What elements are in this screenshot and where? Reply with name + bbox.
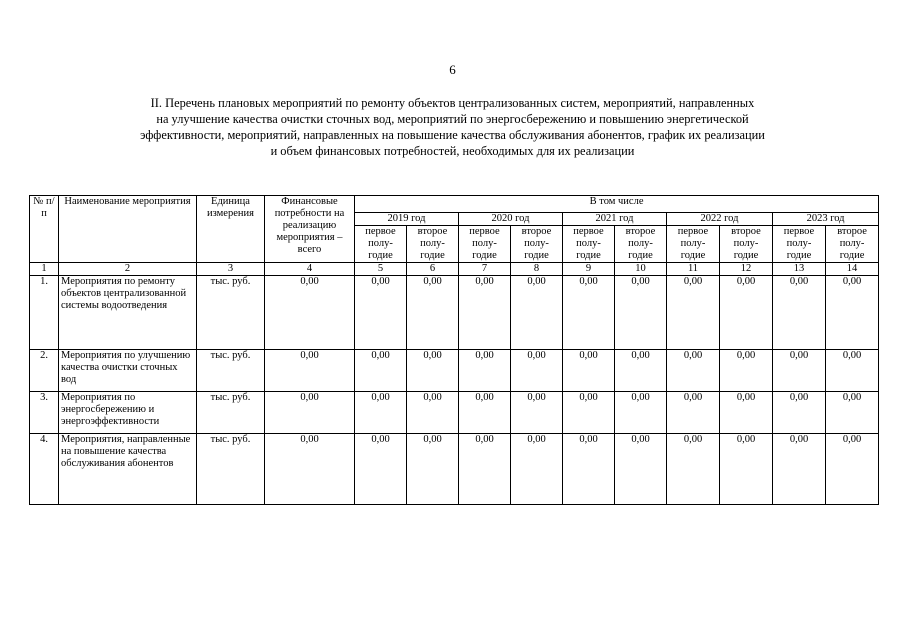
column-number: 2 <box>59 263 197 276</box>
value-cell: 0,00 <box>667 434 720 505</box>
header-unit: Единица измерения <box>197 196 265 263</box>
column-number-row <box>30 263 879 276</box>
total-cell: 0,00 <box>265 392 355 434</box>
value-cell: 0,00 <box>720 434 773 505</box>
value-cell: 0,00 <box>773 434 826 505</box>
value-cell: 0,00 <box>563 350 615 392</box>
header-second-half: второе полу-годие <box>720 226 773 263</box>
row-number: 1. <box>30 276 59 350</box>
table-row <box>30 350 879 392</box>
measure-name: Мероприятия по энергосбережению и энергоэффективности <box>59 392 197 434</box>
measure-name: Мероприятия по улучшению качества очистки сточных вод <box>59 350 197 392</box>
header-second-half: второе полу-годие <box>511 226 563 263</box>
value-cell: 0,00 <box>459 392 511 434</box>
column-number: 11 <box>667 263 720 276</box>
column-number: 6 <box>407 263 459 276</box>
column-number: 5 <box>355 263 407 276</box>
unit-cell: тыс. руб. <box>197 392 265 434</box>
value-cell: 0,00 <box>511 392 563 434</box>
value-cell: 0,00 <box>773 392 826 434</box>
table-row <box>30 276 879 350</box>
value-cell: 0,00 <box>826 392 879 434</box>
unit-cell: тыс. руб. <box>197 276 265 350</box>
column-number: 7 <box>459 263 511 276</box>
column-number: 3 <box>197 263 265 276</box>
column-number: 8 <box>511 263 563 276</box>
value-cell: 0,00 <box>615 392 667 434</box>
total-cell: 0,00 <box>265 276 355 350</box>
value-cell: 0,00 <box>407 392 459 434</box>
row-number: 4. <box>30 434 59 505</box>
value-cell: 0,00 <box>720 392 773 434</box>
header-year: 2023 год <box>773 213 879 226</box>
header-second-half: второе полу-годие <box>407 226 459 263</box>
row-number: 3. <box>30 392 59 434</box>
value-cell: 0,00 <box>773 350 826 392</box>
column-number: 1 <box>30 263 59 276</box>
header-second-half: второе полу-годие <box>826 226 879 263</box>
column-number: 10 <box>615 263 667 276</box>
heading-line: на улучшение качества очистки сточных вод, мероприятий по энергосбережению и повышению энергетической <box>156 112 749 126</box>
header-year: 2020 год <box>459 213 563 226</box>
value-cell: 0,00 <box>615 350 667 392</box>
value-cell: 0,00 <box>355 392 407 434</box>
value-cell: 0,00 <box>826 434 879 505</box>
header-year: 2022 год <box>667 213 773 226</box>
total-cell: 0,00 <box>265 434 355 505</box>
header-num: № п/п <box>30 196 59 263</box>
header-year: 2019 год <box>355 213 459 226</box>
page-number: 6 <box>449 62 456 77</box>
value-cell: 0,00 <box>355 434 407 505</box>
value-cell: 0,00 <box>720 350 773 392</box>
value-cell: 0,00 <box>459 276 511 350</box>
value-cell: 0,00 <box>720 276 773 350</box>
value-cell: 0,00 <box>563 392 615 434</box>
value-cell: 0,00 <box>511 276 563 350</box>
value-cell: 0,00 <box>563 434 615 505</box>
plan-table <box>29 195 879 505</box>
column-number: 12 <box>720 263 773 276</box>
header-second-half: второе полу-годие <box>615 226 667 263</box>
value-cell: 0,00 <box>563 276 615 350</box>
heading-line: II. Перечень плановых мероприятий по ремонту объектов централизованных систем, мероприятий, направленных <box>150 96 755 110</box>
header-first-half: первое полу-годие <box>355 226 407 263</box>
column-number: 4 <box>265 263 355 276</box>
total-cell: 0,00 <box>265 350 355 392</box>
column-number: 13 <box>773 263 826 276</box>
measure-name: Мероприятия по ремонту объектов централизованной системы водоотведения <box>59 276 197 350</box>
value-cell: 0,00 <box>459 434 511 505</box>
header-finance: Финансовые потребности на реализацию мероприятия – всего <box>265 196 355 263</box>
value-cell: 0,00 <box>667 392 720 434</box>
header-first-half: первое полу-годие <box>773 226 826 263</box>
value-cell: 0,00 <box>407 276 459 350</box>
value-cell: 0,00 <box>667 350 720 392</box>
heading-line: и объем финансовых потребностей, необходимых для их реализации <box>270 144 635 158</box>
value-cell: 0,00 <box>773 276 826 350</box>
column-number: 14 <box>826 263 879 276</box>
header-name: Наименование мероприятия <box>59 196 197 263</box>
table-row <box>30 392 879 434</box>
heading-line: эффективности, мероприятий, направленных на повышение качества обслуживания абонентов, график их реализации <box>140 128 765 142</box>
value-cell: 0,00 <box>355 350 407 392</box>
header-year: 2021 год <box>563 213 667 226</box>
value-cell: 0,00 <box>615 276 667 350</box>
column-number: 9 <box>563 263 615 276</box>
value-cell: 0,00 <box>826 350 879 392</box>
table-row <box>30 434 879 505</box>
measure-name: Мероприятия, направленные на повышение качества обслуживания абонентов <box>59 434 197 505</box>
header-including: В том числе <box>355 196 879 213</box>
value-cell: 0,00 <box>355 276 407 350</box>
row-number: 2. <box>30 350 59 392</box>
section-heading <box>40 95 865 159</box>
value-cell: 0,00 <box>407 434 459 505</box>
value-cell: 0,00 <box>511 350 563 392</box>
value-cell: 0,00 <box>459 350 511 392</box>
header-first-half: первое полу-годие <box>563 226 615 263</box>
value-cell: 0,00 <box>407 350 459 392</box>
value-cell: 0,00 <box>667 276 720 350</box>
unit-cell: тыс. руб. <box>197 350 265 392</box>
value-cell: 0,00 <box>826 276 879 350</box>
unit-cell: тыс. руб. <box>197 434 265 505</box>
value-cell: 0,00 <box>511 434 563 505</box>
value-cell: 0,00 <box>615 434 667 505</box>
header-first-half: первое полу-годие <box>667 226 720 263</box>
header-first-half: первое полу-годие <box>459 226 511 263</box>
